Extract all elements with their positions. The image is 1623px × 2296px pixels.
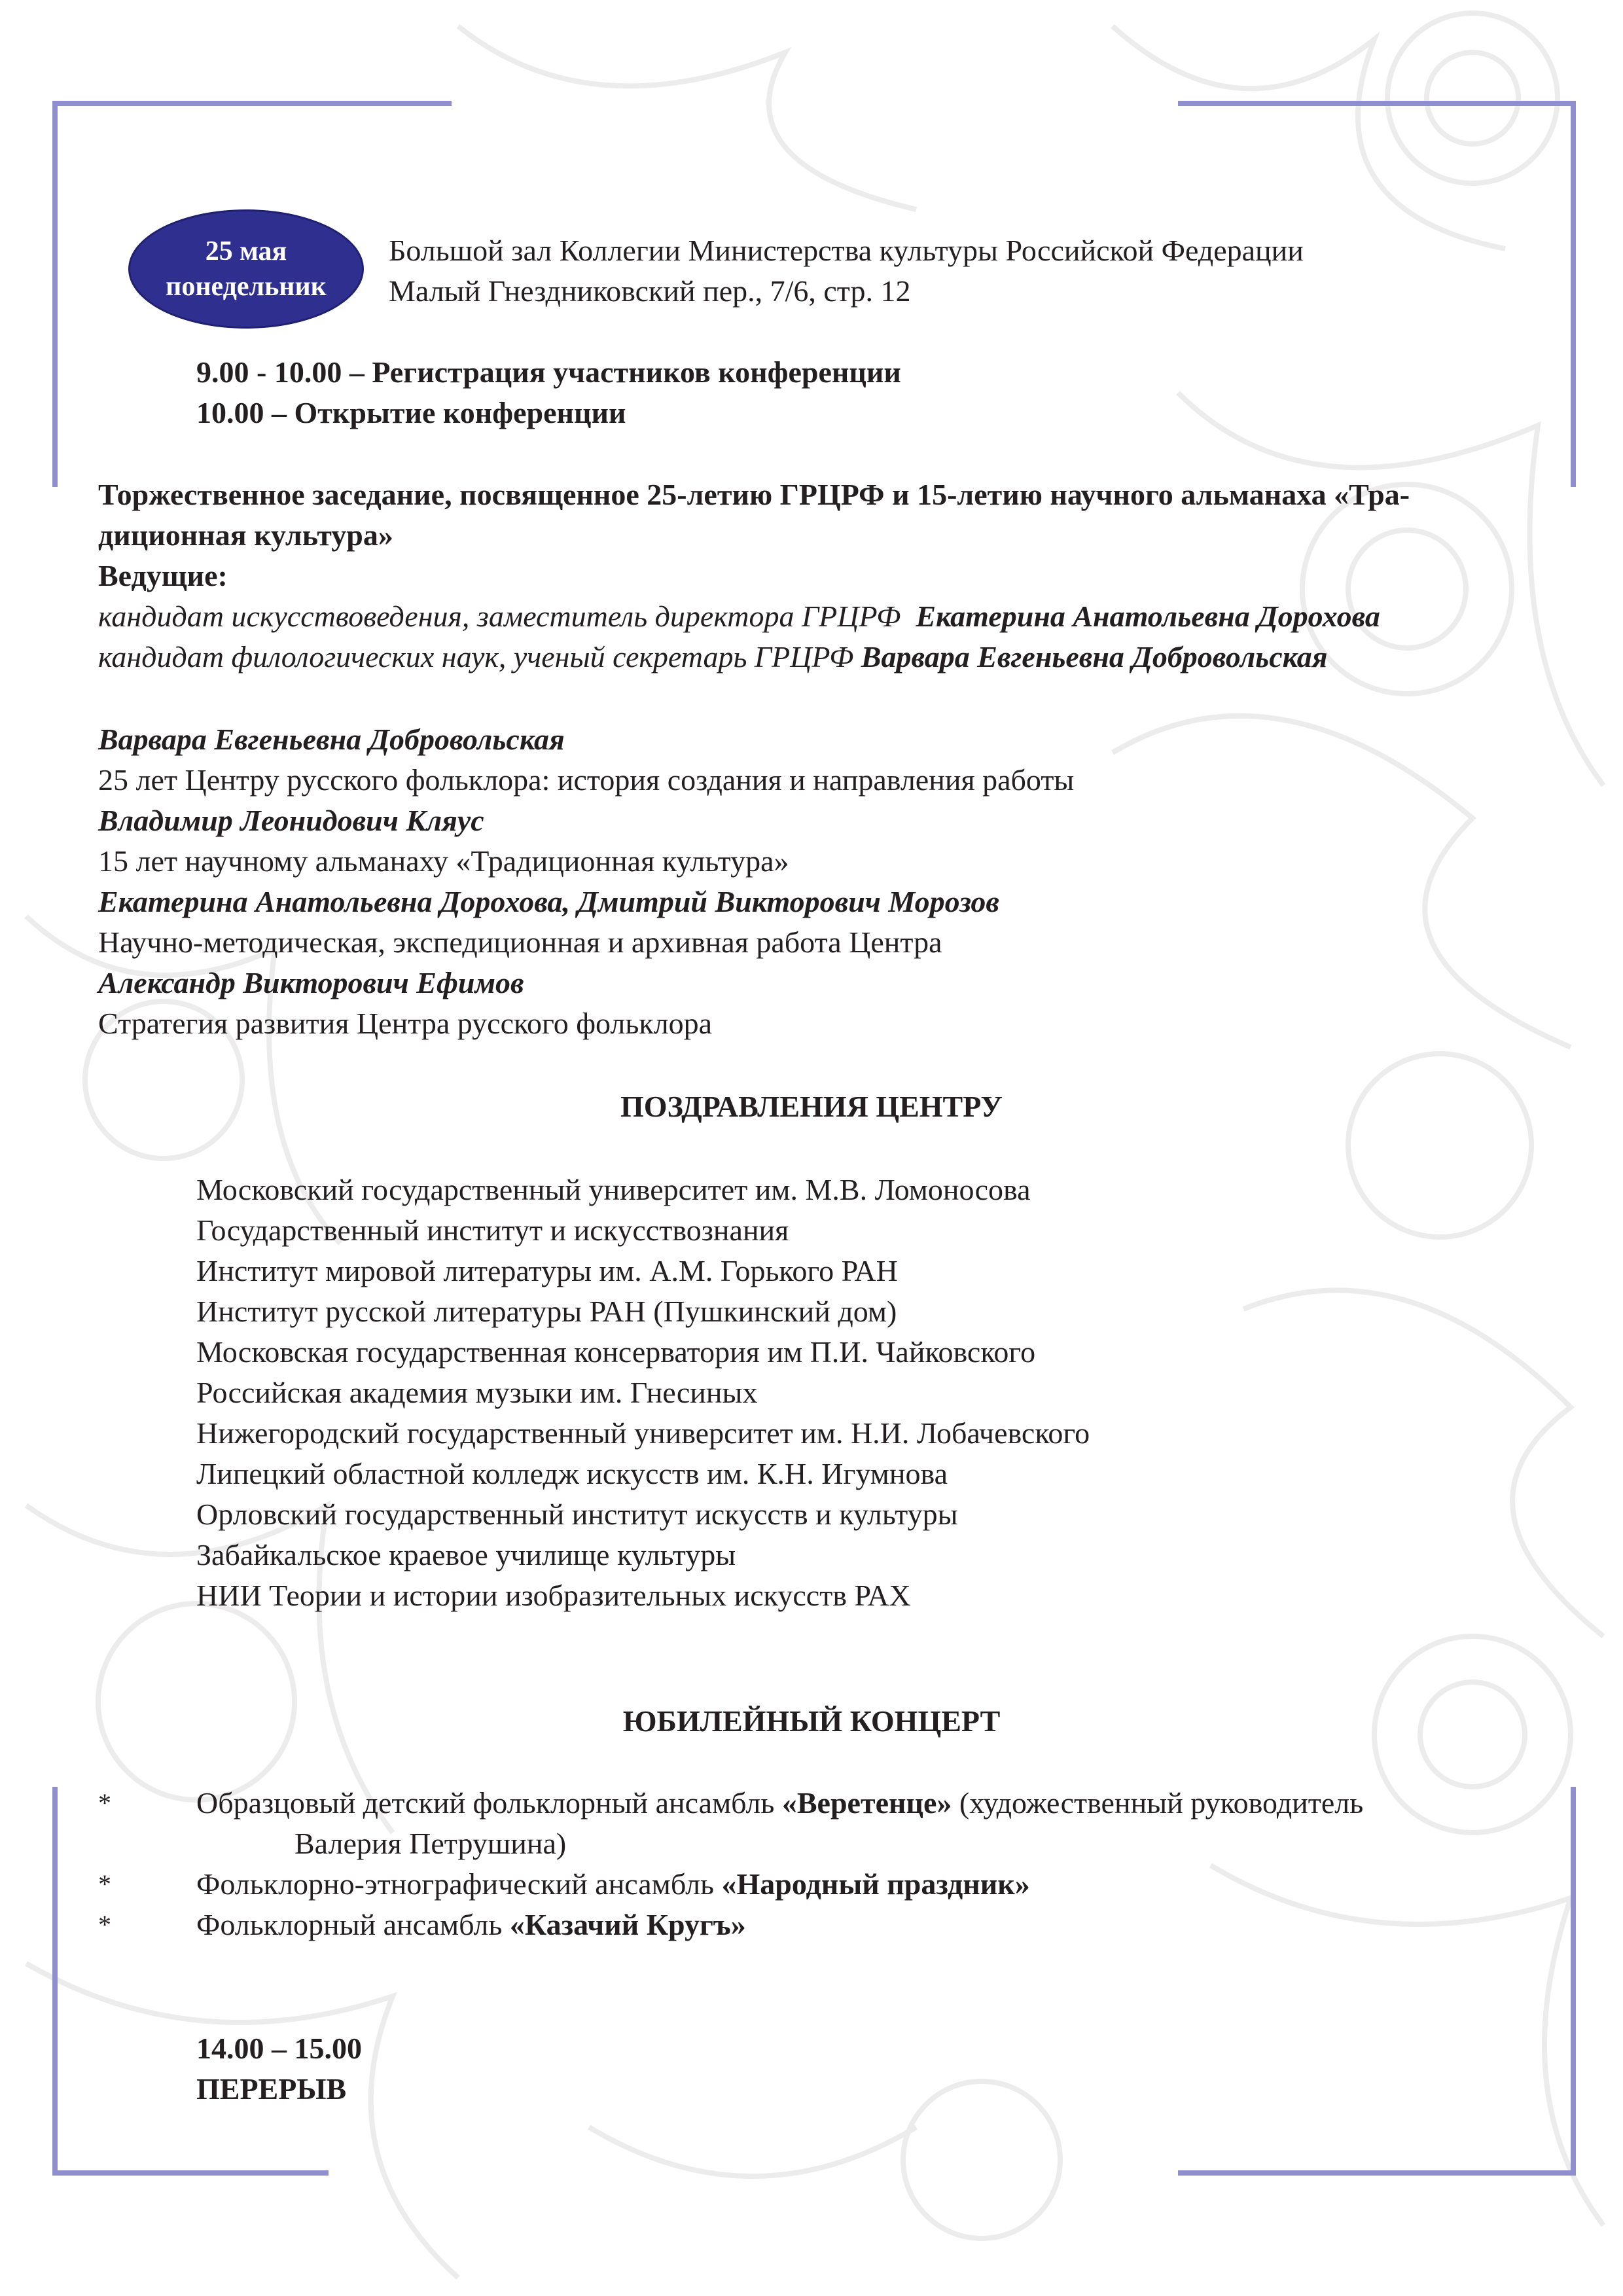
congrats-item: Институт мировой литературы им. А.М. Горького РАН bbox=[196, 1254, 898, 1287]
congrats-item: Липецкий областной колледж искусств им. К.Н. Игумнова bbox=[196, 1457, 948, 1490]
date-badge-day: 25 мая bbox=[205, 236, 287, 266]
concert-item-1-suffix: (художественный руководитель bbox=[952, 1786, 1364, 1820]
talk-4-title: Стратегия развития Центра русского фольклора bbox=[98, 1007, 713, 1040]
talk-3-speaker: Екатерина Анатольевна Дорохова, Дмитрий Викторович Морозов bbox=[98, 885, 999, 918]
talk-2-speaker: Владимир Леонидович Кляус bbox=[98, 804, 484, 837]
break-label: ПЕРЕРЫВ bbox=[196, 2072, 347, 2106]
concert-heading: ЮБИЛЕЙНЫЙ КОНЦЕРТ bbox=[622, 1704, 1001, 1738]
congrats-item: Нижегородский государственный университет им. Н.И. Лобачевского bbox=[196, 1416, 1090, 1450]
congrats-item: Институт русской литературы РАН (Пушкинский дом) bbox=[196, 1295, 897, 1328]
concert-item-2 bbox=[196, 1864, 1030, 1905]
host-1-role: кандидат искусствоведения, заместитель директора ГРЦРФ bbox=[98, 600, 901, 633]
concert-item-2-name: «Народный праздник» bbox=[721, 1867, 1030, 1901]
session-title-line-1: Торжественное заседание, посвященное 25-летию ГРЦРФ и 15-летию научного альманаха «Тра- bbox=[98, 478, 1410, 511]
venue-line-2: Малый Гнездниковский пер., 7/6, стр. 12 bbox=[389, 274, 911, 308]
host-2-role: кандидат филологических наук, ученый секретарь ГРЦРФ bbox=[98, 640, 854, 673]
concert-item-1 bbox=[196, 1783, 1363, 1823]
talk-2-title: 15 лет научному альманаху «Традиционная культура» bbox=[98, 844, 789, 878]
talk-1-speaker: Варвара Евгеньевна Добровольская bbox=[98, 723, 565, 756]
concert-item-1-cont: Валерия Петрушина) bbox=[294, 1827, 567, 1860]
congrats-heading: ПОЗДРАВЛЕНИЯ ЦЕНТРУ bbox=[620, 1090, 1003, 1123]
break-time: 14.00 – 15.00 bbox=[196, 2032, 362, 2065]
talk-3-title: Научно-методическая, экспедиционная и архивная работа Центра bbox=[98, 925, 942, 959]
concert-item-2-prefix: Фольклорно-этнографический ансамбль bbox=[196, 1867, 722, 1901]
concert-item-1-name: «Веретенце» bbox=[781, 1786, 952, 1820]
concert-item-3 bbox=[196, 1905, 746, 1945]
session-title-line-2: диционная культура» bbox=[98, 518, 393, 552]
host-1-name: Екатерина Анатольевна Дорохова bbox=[916, 600, 1380, 633]
congrats-item: Государственный институт и искусствознания bbox=[196, 1213, 789, 1247]
congrats-item: Российская академия музыки им. Гнесиных bbox=[196, 1376, 758, 1409]
concert-item-1-prefix: Образцовый детский фольклорный ансамбль bbox=[196, 1786, 782, 1820]
congrats-item: Орловский государственный институт искусств и культуры bbox=[196, 1498, 958, 1531]
host-1 bbox=[98, 596, 1380, 637]
date-badge-weekday: понедельник bbox=[166, 272, 327, 302]
congrats-item: Забайкальское краевое училище культуры bbox=[196, 1538, 736, 1571]
concert-bullet-1: * bbox=[98, 1788, 111, 1818]
congrats-item: Московская государственная консерватория им П.И. Чайковского bbox=[196, 1335, 1036, 1369]
congrats-item: НИИ Теории и истории изобразительных искусств РАХ bbox=[196, 1579, 911, 1612]
host-2-name: Варвара Евгеньевна Добровольская bbox=[861, 640, 1328, 673]
date-badge bbox=[128, 209, 364, 329]
concert-bullet-2: * bbox=[98, 1869, 111, 1899]
schedule-opening: 10.00 – Открытие конференции bbox=[196, 396, 626, 429]
concert-item-3-prefix: Фольклорный ансамбль bbox=[196, 1908, 510, 1941]
schedule-registration: 9.00 - 10.00 – Регистрация участников конференции bbox=[196, 355, 901, 389]
hosts-label: Ведущие: bbox=[98, 559, 228, 592]
venue-line-1: Большой зал Коллегии Министерства культуры Российской Федерации bbox=[389, 234, 1304, 267]
congrats-item: Московский государственный университет им. М.В. Ломоносова bbox=[196, 1173, 1031, 1206]
talk-4-speaker: Александр Викторович Ефимов bbox=[98, 966, 524, 999]
host-2 bbox=[98, 637, 1328, 677]
concert-item-3-name: «Казачий Кругъ» bbox=[509, 1908, 746, 1941]
concert-bullet-3: * bbox=[98, 1910, 111, 1939]
talk-1-title: 25 лет Центру русского фольклора: история создания и направления работы bbox=[98, 763, 1075, 797]
